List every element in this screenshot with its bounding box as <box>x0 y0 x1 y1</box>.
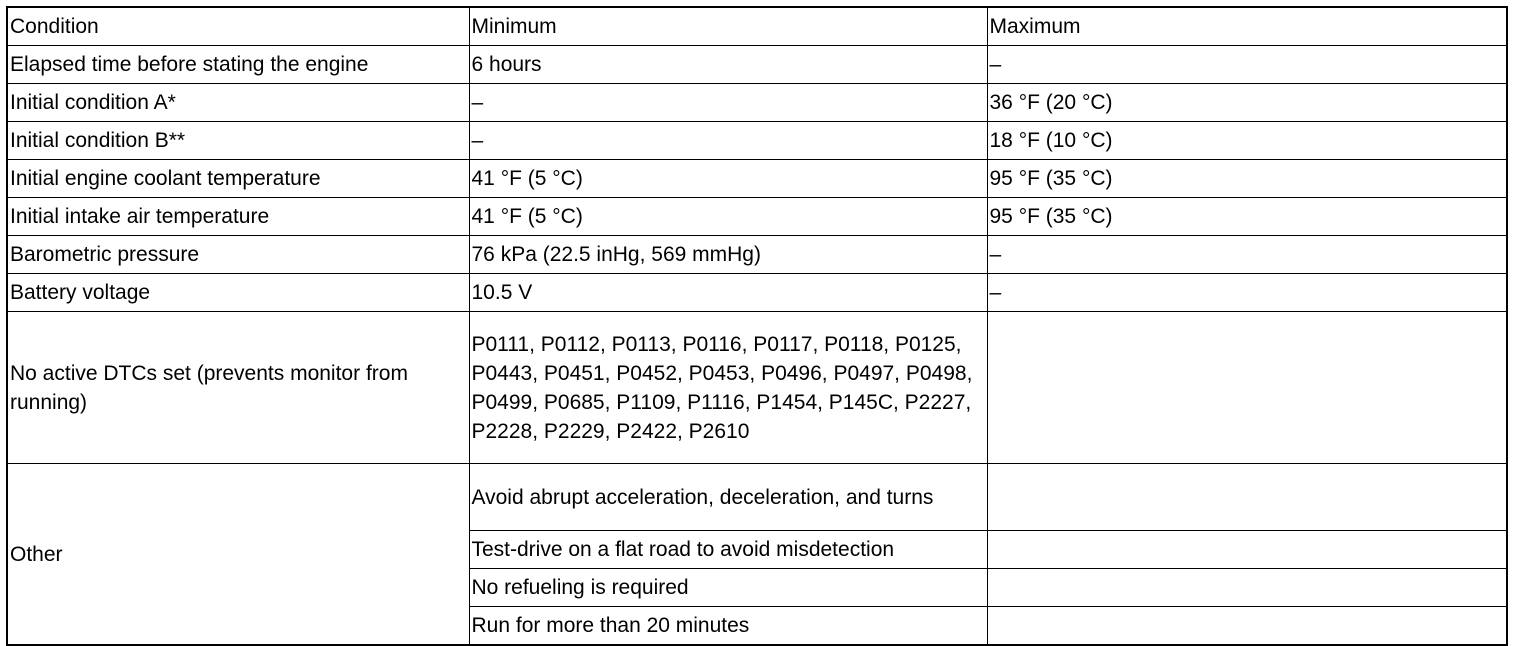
table-row <box>7 274 1507 312</box>
minimum-cell: 41 °F (5 °C) <box>469 198 987 236</box>
condition-cell: Elapsed time before stating the engine <box>7 46 469 84</box>
header-condition: Condition <box>7 7 469 46</box>
table-row <box>7 84 1507 122</box>
maximum-cell: 95 °F (35 °C) <box>987 160 1507 198</box>
header-row <box>7 7 1507 46</box>
condition-cell: No active DTCs set (prevents monitor from running) <box>7 312 469 464</box>
other-minimum-cell: No refueling is required <box>469 569 987 607</box>
header-minimum: Minimum <box>469 7 987 46</box>
minimum-cell: 6 hours <box>469 46 987 84</box>
table-row <box>7 122 1507 160</box>
header-maximum: Maximum <box>987 7 1507 46</box>
other-minimum-cell: Avoid abrupt acceleration, deceleration, and turns <box>469 464 987 531</box>
other-minimum-cell: Run for more than 20 minutes <box>469 607 987 646</box>
maximum-cell: 95 °F (35 °C) <box>987 198 1507 236</box>
minimum-cell: 76 kPa (22.5 inHg, 569 mmHg) <box>469 236 987 274</box>
condition-cell: Barometric pressure <box>7 236 469 274</box>
condition-cell: Initial engine coolant temperature <box>7 160 469 198</box>
table-row <box>7 198 1507 236</box>
maximum-cell: 18 °F (10 °C) <box>987 122 1507 160</box>
table-row <box>7 160 1507 198</box>
other-maximum-cell <box>987 569 1507 607</box>
condition-cell: Battery voltage <box>7 274 469 312</box>
condition-cell: Initial condition A* <box>7 84 469 122</box>
other-maximum-cell <box>987 464 1507 531</box>
table-row-dtc <box>7 312 1507 464</box>
condition-cell: Initial condition B** <box>7 122 469 160</box>
minimum-cell: 10.5 V <box>469 274 987 312</box>
conditions-table <box>6 6 1508 646</box>
other-minimum-cell: Test-drive on a flat road to avoid misdetection <box>469 531 987 569</box>
maximum-cell: 36 °F (20 °C) <box>987 84 1507 122</box>
table-row-other <box>7 464 1507 531</box>
maximum-cell <box>987 312 1507 464</box>
other-condition-cell: Other <box>7 464 469 646</box>
other-maximum-cell <box>987 531 1507 569</box>
minimum-cell: – <box>469 122 987 160</box>
table-row <box>7 46 1507 84</box>
table-row <box>7 236 1507 274</box>
dtc-list-cell: P0111, P0112, P0113, P0116, P0117, P0118, P0125, P0443, P0451, P0452, P0453, P0496, P0497, P0498, P0499, P0685, P1109, P1116, P1454, P145C, P2227, P2228, P2229, P2422, P2610 <box>469 312 987 464</box>
minimum-cell: – <box>469 84 987 122</box>
maximum-cell: – <box>987 274 1507 312</box>
condition-cell: Initial intake air temperature <box>7 198 469 236</box>
other-maximum-cell <box>987 607 1507 646</box>
minimum-cell: 41 °F (5 °C) <box>469 160 987 198</box>
maximum-cell: – <box>987 236 1507 274</box>
maximum-cell: – <box>987 46 1507 84</box>
